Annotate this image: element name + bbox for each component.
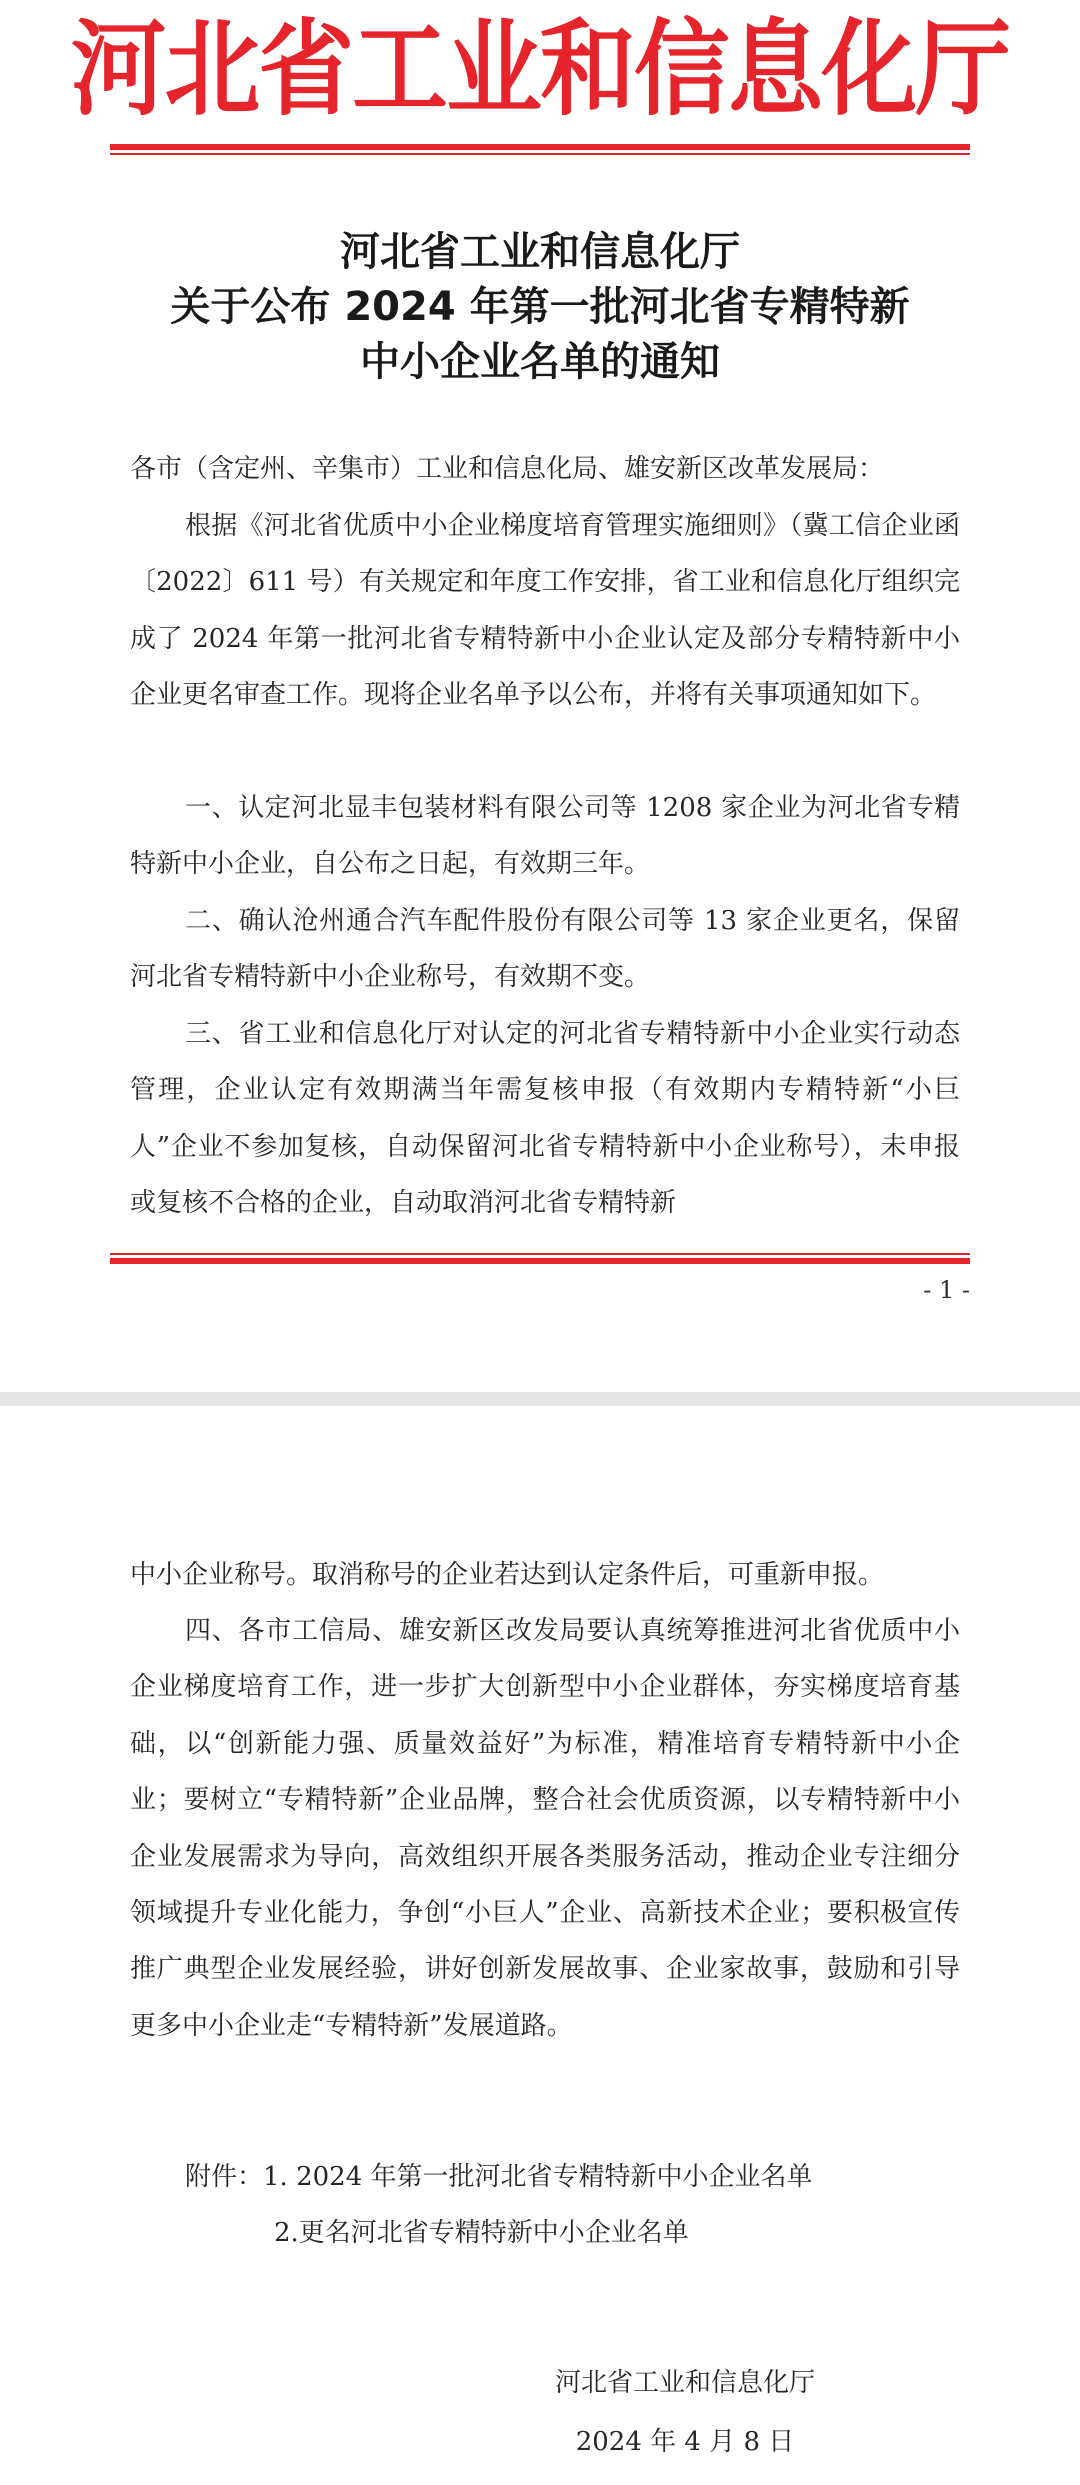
page-number: - 1 - [923, 1276, 970, 1304]
document-page-2 [0, 1406, 1080, 2485]
intro-paragraph: 根据《河北省优质中小企业梯度培育管理实施细则》（冀工信企业函〔2022〕611 号）有关规定和年度工作安排，省工业和信息化厅组织完成了 2024 年第一批河北省专精特新中小企业认定及部分专精特新中小企业更名审查工作。现将企业名单予以公布，并将有关事项通知如下。 [130, 511, 960, 711]
footer-red-rule-thick [110, 1258, 970, 1264]
signature-date: 2024 年 4 月 8 日 [575, 2427, 795, 2457]
footer-red-rule-thin [110, 1253, 970, 1255]
item-1-paragraph: 一、认定河北显丰包装材料有限公司等 1208 家企业为河北省专精特新中小企业，自公布之日起，有效期三年。 [130, 793, 960, 880]
title-line-1: 河北省工业和信息化厅 [340, 229, 740, 275]
document-title [0, 225, 1080, 390]
signature-issuer: 河北省工业和信息化厅 [554, 2368, 815, 2398]
title-line-3: 中小企业名单的通知 [360, 339, 720, 385]
item-3-paragraph: 三、省工业和信息化厅对认定的河北省专精特新中小企业实行动态管理，企业认定有效期满当年需复核申报（有效期内专精特新“小巨人”企业不参加复核，自动保留河北省专精特新中小企业称号），未申报或复核不合格的企业，自动取消河北省专精特新 [130, 1019, 960, 1219]
continuation-paragraph: 中小企业称号。取消称号的企业若达到认定条件后，可重新申报。 [130, 1560, 885, 1590]
page-separator [0, 1392, 1080, 1406]
attachment-2: 2.更名河北省专精特新中小企业名单 [274, 2218, 689, 2248]
letterhead-red-rule-thin [110, 153, 970, 155]
item-4-paragraph: 四、各市工信局、雄安新区改发局要认真统筹推进河北省优质中小企业梯度培育工作，进一步扩大创新型中小企业群体，夯实梯度培育基础，以“创新能力强、质量效益好”为标准，精准培育专精特新中小企业；要树立“专精特新”企业品牌，整合社会优质资源，以专精特新中小企业发展需求为导向，高效组织开展各类服务活动，推动企业专注细分领域提升专业化能力，争创“小巨人”企业、高新技术企业；要积极宣传推广典型企业发展经验，讲好创新发展故事、企业家故事，鼓励和引导更多中小企业走“专精特新”发展道路。 [130, 1616, 960, 2041]
letterhead-red-rule-thick [110, 144, 970, 150]
title-line-2: 关于公布 2024 年第一批河北省专精特新 [170, 284, 910, 330]
attachment-1: 附件：1. 2024 年第一批河北省专精特新中小企业名单 [185, 2162, 813, 2192]
salutation: 各市（含定州、辛集市）工业和信息化局、雄安新区改革发展局： [130, 454, 885, 484]
letterhead: 河北省工业和信息化厅 [70, 8, 1010, 130]
item-2-paragraph: 二、确认沧州通合汽车配件股份有限公司等 13 家企业更名，保留河北省专精特新中小企业称号，有效期不变。 [130, 906, 960, 993]
